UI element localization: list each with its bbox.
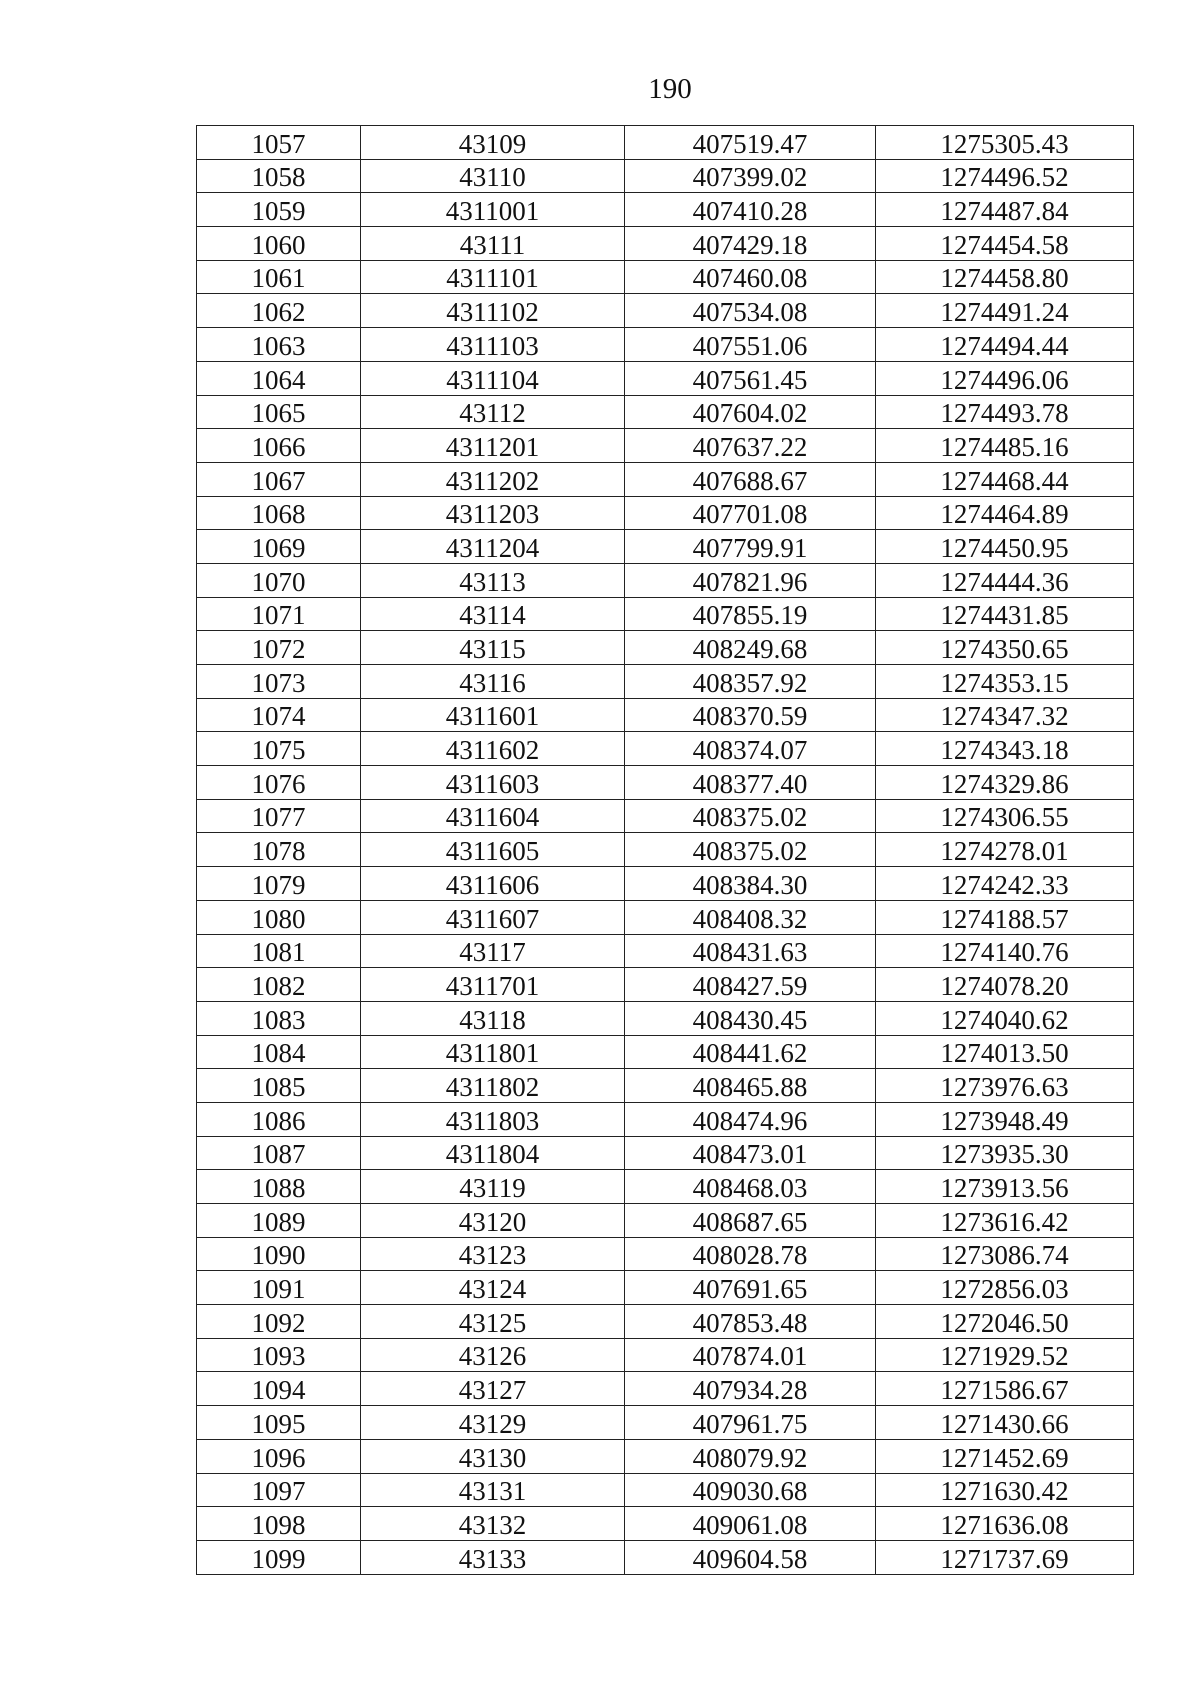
- table-row: [197, 1271, 1134, 1305]
- y-coordinate-cell: 1274493.78: [876, 395, 1134, 429]
- table-row: [197, 867, 1134, 901]
- y-coordinate-cell: 1274188.57: [876, 900, 1134, 934]
- x-coordinate-cell: 407399.02: [625, 159, 876, 193]
- x-coordinate-cell: 408249.68: [625, 631, 876, 665]
- table-row: [197, 1035, 1134, 1069]
- point-id-cell: 43126: [361, 1338, 625, 1372]
- table-row: [197, 1237, 1134, 1271]
- y-coordinate-cell: 1274487.84: [876, 193, 1134, 227]
- point-id-cell: 4311604: [361, 799, 625, 833]
- point-id-cell: 4311607: [361, 900, 625, 934]
- point-id-cell: 43111: [361, 227, 625, 261]
- y-coordinate-cell: 1271452.69: [876, 1439, 1134, 1473]
- x-coordinate-cell: 407519.47: [625, 126, 876, 160]
- x-coordinate-cell: 408370.59: [625, 698, 876, 732]
- y-coordinate-cell: 1271929.52: [876, 1338, 1134, 1372]
- point-id-cell: 4311201: [361, 429, 625, 463]
- y-coordinate-cell: 1274306.55: [876, 799, 1134, 833]
- y-coordinate-cell: 1272856.03: [876, 1271, 1134, 1305]
- row-number-cell: 1080: [197, 900, 361, 934]
- y-coordinate-cell: 1274491.24: [876, 294, 1134, 328]
- table-row: [197, 395, 1134, 429]
- row-number-cell: 1092: [197, 1305, 361, 1339]
- row-number-cell: 1060: [197, 227, 361, 261]
- point-id-cell: 4311606: [361, 867, 625, 901]
- point-id-cell: 43115: [361, 631, 625, 665]
- x-coordinate-cell: 408384.30: [625, 867, 876, 901]
- table-row: [197, 1136, 1134, 1170]
- point-id-cell: 4311601: [361, 698, 625, 732]
- table-row: [197, 900, 1134, 934]
- y-coordinate-cell: 1274458.80: [876, 260, 1134, 294]
- y-coordinate-cell: 1273616.42: [876, 1204, 1134, 1238]
- y-coordinate-cell: 1274468.44: [876, 462, 1134, 496]
- table-row: [197, 934, 1134, 968]
- table-row: [197, 1305, 1134, 1339]
- row-number-cell: 1070: [197, 563, 361, 597]
- row-number-cell: 1097: [197, 1473, 361, 1507]
- row-number-cell: 1078: [197, 833, 361, 867]
- x-coordinate-cell: 408374.07: [625, 732, 876, 766]
- y-coordinate-cell: 1273913.56: [876, 1170, 1134, 1204]
- row-number-cell: 1089: [197, 1204, 361, 1238]
- table-row: [197, 496, 1134, 530]
- x-coordinate-cell: 408431.63: [625, 934, 876, 968]
- point-id-cell: 43124: [361, 1271, 625, 1305]
- table-row: [197, 1170, 1134, 1204]
- row-number-cell: 1093: [197, 1338, 361, 1372]
- y-coordinate-cell: 1274450.95: [876, 530, 1134, 564]
- table-row: [197, 462, 1134, 496]
- point-id-cell: 4311104: [361, 361, 625, 395]
- y-coordinate-cell: 1271636.08: [876, 1507, 1134, 1541]
- table-row: [197, 294, 1134, 328]
- table-row: [197, 530, 1134, 564]
- y-coordinate-cell: 1274078.20: [876, 968, 1134, 1002]
- point-id-cell: 4311101: [361, 260, 625, 294]
- x-coordinate-cell: 407429.18: [625, 227, 876, 261]
- point-id-cell: 43114: [361, 597, 625, 631]
- point-id-cell: 4311801: [361, 1035, 625, 1069]
- y-coordinate-cell: 1274347.32: [876, 698, 1134, 732]
- point-id-cell: 43116: [361, 665, 625, 699]
- row-number-cell: 1096: [197, 1439, 361, 1473]
- table-row: [197, 698, 1134, 732]
- x-coordinate-cell: 407688.67: [625, 462, 876, 496]
- x-coordinate-cell: 407821.96: [625, 563, 876, 597]
- y-coordinate-cell: 1274343.18: [876, 732, 1134, 766]
- x-coordinate-cell: 409604.58: [625, 1540, 876, 1574]
- row-number-cell: 1072: [197, 631, 361, 665]
- point-id-cell: 4311001: [361, 193, 625, 227]
- y-coordinate-cell: 1273948.49: [876, 1102, 1134, 1136]
- point-id-cell: 43120: [361, 1204, 625, 1238]
- x-coordinate-cell: 408430.45: [625, 1001, 876, 1035]
- row-number-cell: 1063: [197, 328, 361, 362]
- y-coordinate-cell: 1274444.36: [876, 563, 1134, 597]
- x-coordinate-cell: 407561.45: [625, 361, 876, 395]
- x-coordinate-cell: 407855.19: [625, 597, 876, 631]
- y-coordinate-cell: 1274485.16: [876, 429, 1134, 463]
- point-id-cell: 43123: [361, 1237, 625, 1271]
- point-id-cell: 43110: [361, 159, 625, 193]
- x-coordinate-cell: 409030.68: [625, 1473, 876, 1507]
- row-number-cell: 1066: [197, 429, 361, 463]
- point-id-cell: 43119: [361, 1170, 625, 1204]
- y-coordinate-cell: 1274496.06: [876, 361, 1134, 395]
- y-coordinate-cell: 1271630.42: [876, 1473, 1134, 1507]
- point-id-cell: 4311203: [361, 496, 625, 530]
- x-coordinate-cell: 407460.08: [625, 260, 876, 294]
- table-row: [197, 193, 1134, 227]
- y-coordinate-cell: 1274350.65: [876, 631, 1134, 665]
- table-row: [197, 833, 1134, 867]
- y-coordinate-cell: 1273976.63: [876, 1069, 1134, 1103]
- y-coordinate-cell: 1275305.43: [876, 126, 1134, 160]
- y-coordinate-cell: 1273935.30: [876, 1136, 1134, 1170]
- point-id-cell: 4311804: [361, 1136, 625, 1170]
- x-coordinate-cell: 407410.28: [625, 193, 876, 227]
- row-number-cell: 1086: [197, 1102, 361, 1136]
- x-coordinate-cell: 408468.03: [625, 1170, 876, 1204]
- row-number-cell: 1074: [197, 698, 361, 732]
- table-row: [197, 1001, 1134, 1035]
- y-coordinate-cell: 1273086.74: [876, 1237, 1134, 1271]
- point-id-cell: 43129: [361, 1406, 625, 1440]
- x-coordinate-cell: 408028.78: [625, 1237, 876, 1271]
- x-coordinate-cell: 407691.65: [625, 1271, 876, 1305]
- row-number-cell: 1085: [197, 1069, 361, 1103]
- table-row: [197, 631, 1134, 665]
- row-number-cell: 1088: [197, 1170, 361, 1204]
- x-coordinate-cell: 407799.91: [625, 530, 876, 564]
- table-row: [197, 126, 1134, 160]
- table-row: [197, 1372, 1134, 1406]
- y-coordinate-cell: 1274464.89: [876, 496, 1134, 530]
- point-id-cell: 43133: [361, 1540, 625, 1574]
- x-coordinate-cell: 408375.02: [625, 833, 876, 867]
- table-body: [197, 126, 1134, 1575]
- point-id-cell: 4311103: [361, 328, 625, 362]
- table-row: [197, 1507, 1134, 1541]
- x-coordinate-cell: 408474.96: [625, 1102, 876, 1136]
- table-row: [197, 1473, 1134, 1507]
- point-id-cell: 43118: [361, 1001, 625, 1035]
- point-id-cell: 4311803: [361, 1102, 625, 1136]
- table-row: [197, 227, 1134, 261]
- row-number-cell: 1099: [197, 1540, 361, 1574]
- row-number-cell: 1057: [197, 126, 361, 160]
- row-number-cell: 1069: [197, 530, 361, 564]
- table-row: [197, 732, 1134, 766]
- row-number-cell: 1095: [197, 1406, 361, 1440]
- x-coordinate-cell: 408465.88: [625, 1069, 876, 1103]
- row-number-cell: 1071: [197, 597, 361, 631]
- table-row: [197, 1102, 1134, 1136]
- row-number-cell: 1064: [197, 361, 361, 395]
- point-id-cell: 4311605: [361, 833, 625, 867]
- x-coordinate-cell: 407701.08: [625, 496, 876, 530]
- point-id-cell: 43130: [361, 1439, 625, 1473]
- x-coordinate-cell: 407874.01: [625, 1338, 876, 1372]
- row-number-cell: 1067: [197, 462, 361, 496]
- y-coordinate-cell: 1272046.50: [876, 1305, 1134, 1339]
- table-row: [197, 328, 1134, 362]
- point-id-cell: 4311202: [361, 462, 625, 496]
- table-row: [197, 361, 1134, 395]
- y-coordinate-cell: 1274013.50: [876, 1035, 1134, 1069]
- table-row: [197, 1338, 1134, 1372]
- x-coordinate-cell: 407534.08: [625, 294, 876, 328]
- y-coordinate-cell: 1271586.67: [876, 1372, 1134, 1406]
- point-id-cell: 43113: [361, 563, 625, 597]
- row-number-cell: 1062: [197, 294, 361, 328]
- x-coordinate-cell: 408375.02: [625, 799, 876, 833]
- row-number-cell: 1073: [197, 665, 361, 699]
- y-coordinate-cell: 1274454.58: [876, 227, 1134, 261]
- table-row: [197, 1439, 1134, 1473]
- table-row: [197, 766, 1134, 800]
- row-number-cell: 1077: [197, 799, 361, 833]
- row-number-cell: 1098: [197, 1507, 361, 1541]
- table-row: [197, 1406, 1134, 1440]
- table-row: [197, 968, 1134, 1002]
- point-id-cell: 43127: [361, 1372, 625, 1406]
- y-coordinate-cell: 1274040.62: [876, 1001, 1134, 1035]
- row-number-cell: 1059: [197, 193, 361, 227]
- x-coordinate-cell: 408441.62: [625, 1035, 876, 1069]
- y-coordinate-cell: 1274496.52: [876, 159, 1134, 193]
- table-row: [197, 429, 1134, 463]
- point-id-cell: 4311701: [361, 968, 625, 1002]
- row-number-cell: 1068: [197, 496, 361, 530]
- y-coordinate-cell: 1274431.85: [876, 597, 1134, 631]
- point-id-cell: 43109: [361, 126, 625, 160]
- row-number-cell: 1090: [197, 1237, 361, 1271]
- x-coordinate-cell: 407637.22: [625, 429, 876, 463]
- y-coordinate-cell: 1274140.76: [876, 934, 1134, 968]
- point-id-cell: 4311603: [361, 766, 625, 800]
- row-number-cell: 1091: [197, 1271, 361, 1305]
- table-row: [197, 159, 1134, 193]
- point-id-cell: 4311102: [361, 294, 625, 328]
- row-number-cell: 1076: [197, 766, 361, 800]
- x-coordinate-cell: 407934.28: [625, 1372, 876, 1406]
- point-id-cell: 4311204: [361, 530, 625, 564]
- y-coordinate-cell: 1271737.69: [876, 1540, 1134, 1574]
- row-number-cell: 1087: [197, 1136, 361, 1170]
- table-row: [197, 665, 1134, 699]
- table-row: [197, 260, 1134, 294]
- x-coordinate-cell: 408408.32: [625, 900, 876, 934]
- x-coordinate-cell: 407604.02: [625, 395, 876, 429]
- table-row: [197, 1204, 1134, 1238]
- table-row: [197, 597, 1134, 631]
- y-coordinate-cell: 1274353.15: [876, 665, 1134, 699]
- row-number-cell: 1079: [197, 867, 361, 901]
- x-coordinate-cell: 408427.59: [625, 968, 876, 1002]
- table-row: [197, 799, 1134, 833]
- coordinates-table: [196, 125, 1134, 1575]
- row-number-cell: 1061: [197, 260, 361, 294]
- y-coordinate-cell: 1274494.44: [876, 328, 1134, 362]
- row-number-cell: 1081: [197, 934, 361, 968]
- point-id-cell: 43112: [361, 395, 625, 429]
- x-coordinate-cell: 407551.06: [625, 328, 876, 362]
- table-row: [197, 1540, 1134, 1574]
- coordinates-table-container: [196, 125, 1134, 1575]
- row-number-cell: 1075: [197, 732, 361, 766]
- x-coordinate-cell: 409061.08: [625, 1507, 876, 1541]
- point-id-cell: 43125: [361, 1305, 625, 1339]
- x-coordinate-cell: 408357.92: [625, 665, 876, 699]
- point-id-cell: 43132: [361, 1507, 625, 1541]
- x-coordinate-cell: 408687.65: [625, 1204, 876, 1238]
- x-coordinate-cell: 407961.75: [625, 1406, 876, 1440]
- x-coordinate-cell: 407853.48: [625, 1305, 876, 1339]
- point-id-cell: 4311802: [361, 1069, 625, 1103]
- x-coordinate-cell: 408473.01: [625, 1136, 876, 1170]
- row-number-cell: 1082: [197, 968, 361, 1002]
- y-coordinate-cell: 1274329.86: [876, 766, 1134, 800]
- row-number-cell: 1083: [197, 1001, 361, 1035]
- table-row: [197, 1069, 1134, 1103]
- row-number-cell: 1094: [197, 1372, 361, 1406]
- row-number-cell: 1058: [197, 159, 361, 193]
- y-coordinate-cell: 1271430.66: [876, 1406, 1134, 1440]
- point-id-cell: 4311602: [361, 732, 625, 766]
- table-row: [197, 563, 1134, 597]
- page-number: 190: [648, 73, 692, 105]
- x-coordinate-cell: 408079.92: [625, 1439, 876, 1473]
- row-number-cell: 1084: [197, 1035, 361, 1069]
- y-coordinate-cell: 1274242.33: [876, 867, 1134, 901]
- point-id-cell: 43131: [361, 1473, 625, 1507]
- x-coordinate-cell: 408377.40: [625, 766, 876, 800]
- row-number-cell: 1065: [197, 395, 361, 429]
- point-id-cell: 43117: [361, 934, 625, 968]
- y-coordinate-cell: 1274278.01: [876, 833, 1134, 867]
